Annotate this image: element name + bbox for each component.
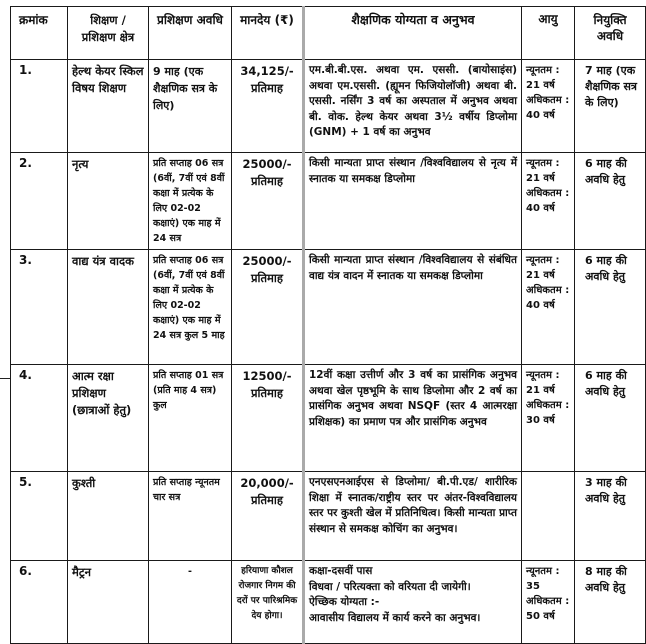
cell-age (522, 472, 575, 561)
cell-term: 6 माह की अवधि हेतु (575, 250, 646, 365)
table-row (11, 60, 646, 153)
cell-term: 6 माह की अवधि हेतु (575, 365, 646, 472)
margin-mark (0, 378, 10, 379)
cell-qualification (304, 561, 522, 644)
cell-age: न्यूनतम : 35 अधिकतम : 50 वर्ष (522, 561, 575, 644)
cell-duration: - (149, 561, 232, 644)
cell-field: वाद्य यंत्र वादक (68, 250, 149, 365)
table-row (11, 365, 646, 472)
table-header-row (11, 7, 646, 60)
cell-field: नृत्य (68, 153, 149, 250)
qualification-line: आवासीय विद्यालय में कार्य करने का अनुभव। (309, 611, 481, 624)
header-qualification: शैक्षणिक योग्यता व अनुभव (304, 7, 522, 60)
cell-duration: प्रति सप्ताह 06 सत्र (6वीं, 7वीं एवं 8वीं कक्षा में प्रत्येक के लिए 02-02 कक्षाएं) एक माह में 24 सत्र कुल 5 माह (149, 250, 232, 365)
qualification-line: ऐच्छिक योग्यता :- (309, 596, 380, 608)
cell-qualification: किसी मान्यता प्राप्त संस्थान /विश्वविद्यालय से संबंधित वाद्य यंत्र वादन में स्नातक या समकक्ष डिप्लोमा (304, 250, 522, 365)
cell-age: न्यूनतम : 21 वर्ष अधिकतम : 40 वर्ष (522, 250, 575, 365)
qualification-line: कक्षा-दसवीं पास (309, 565, 373, 577)
cell-field: आत्म रक्षा प्रशिक्षण (छात्राओं हेतु) (68, 365, 149, 472)
cell-qualification: 12वीं कक्षा उत्तीर्ण और 3 वर्ष का प्रासंगिक अनुभव अथवा खेल पृष्ठभूमि के साथ डिप्लोमा और 2 वर्ष का प्रासंगिक अनुभव अथवा NSQF (स्तर 4 आत्मरक्षा प्रशिक्षक) का प्रमाण पत्र और प्रासंगिक अनुभव (304, 365, 522, 472)
cell-duration: प्रति सप्ताह 06 सत्र (6वीं, 7वीं एवं 8वीं कक्षा में प्रत्येक के लिए 02-02 कक्षाएं) एक माह में 24 सत्र (149, 153, 232, 250)
cell-qualification: किसी मान्यता प्राप्त संस्थान /विश्वविद्यालय से नृत्य में स्नातक या समकक्ष डिप्लोमा (304, 153, 522, 250)
recruitment-table (10, 6, 646, 644)
cell-serial: 2. (11, 153, 68, 250)
cell-serial: 6. (11, 561, 68, 644)
cell-honorarium: 25000/- प्रतिमाह (232, 250, 304, 365)
table-row (11, 250, 646, 365)
cell-serial: 1. (11, 60, 68, 153)
table-row (11, 472, 646, 561)
cell-qualification: एम.बी.बी.एस. अथवा एम. एससी. (बायोसाइंस) अथवा एम.एससी. (ह्यूमन फिजियोलॉजी) अथवा बी. एससी. नर्सिंग 3 वर्ष का अस्पताल में अनुभव अथवा बी. वोक. हेल्थ केयर अथवा 3½ वर्षीय डिप्लोमा (GNM) + 1 वर्ष का अनुभव (304, 60, 522, 153)
header-serial: क्रमांक (11, 7, 68, 60)
header-term: नियुक्ति अवधि (575, 7, 646, 60)
cell-age: न्यूनतम : 21 वर्ष अधिकतम : 40 वर्ष (522, 60, 575, 153)
cell-field: मैट्रन (68, 561, 149, 644)
cell-duration: प्रति सप्ताह न्यूनतम चार सत्र (149, 472, 232, 561)
cell-serial: 4. (11, 365, 68, 472)
cell-field: हेल्थ केयर स्किल विषय शिक्षण (68, 60, 149, 153)
cell-term: 3 माह की अवधि हेतु (575, 472, 646, 561)
cell-honorarium: 20,000/- प्रतिमाह (232, 472, 304, 561)
cell-term: 6 माह की अवधि हेतु (575, 153, 646, 250)
cell-term: 8 माह की अवधि हेतु (575, 561, 646, 644)
cell-honorarium: 12500/- प्रतिमाह (232, 365, 304, 472)
cell-honorarium: 25000/- प्रतिमाह (232, 153, 304, 250)
cell-field: कुश्ती (68, 472, 149, 561)
cell-duration: 9 माह (एक शैक्षणिक सत्र के लिए) (149, 60, 232, 153)
table-row (11, 153, 646, 250)
cell-age: न्यूनतम : 21 वर्ष अधिकतम : 30 वर्ष (522, 365, 575, 472)
header-age: आयु (522, 7, 575, 60)
cell-honorarium: 34,125/- प्रतिमाह (232, 60, 304, 153)
header-duration: प्रशिक्षण अवधि (149, 7, 232, 60)
cell-serial: 3. (11, 250, 68, 365)
cell-qualification: एनएसएनआईएस से डिप्लोमा/ बी.पी.एड/ शारीरिक शिक्षा में स्नातक/राष्ट्रीय स्तर पर अंतर-विश्वविद्यालय स्तर पर कुश्ती खेल में प्रतिनिधित्व। किसी मान्यता प्राप्त संस्थान से समकक्ष कोचिंग का अनुभव। (304, 472, 522, 561)
qualification-line: विधवा / परित्यक्ता को वरियता दी जायेगी। (309, 580, 471, 593)
header-field: शिक्षण / प्रशिक्षण क्षेत्र (68, 7, 149, 60)
table-row (11, 561, 646, 644)
cell-term: 7 माह (एक शैक्षणिक सत्र के लिए) (575, 60, 646, 153)
cell-age: न्यूनतम : 21 वर्ष अधिकतम : 40 वर्ष (522, 153, 575, 250)
cell-honorarium: हरियाणा कौशल रोजगार निगम की दरों पर पारिश्रमिक देय होगा। (232, 561, 304, 644)
cell-duration: प्रति सप्ताह 01 सत्र (प्रति माह 4 सत्र) कुल (149, 365, 232, 472)
cell-serial: 5. (11, 472, 68, 561)
header-honorarium: मानदेय (₹) (232, 7, 304, 60)
